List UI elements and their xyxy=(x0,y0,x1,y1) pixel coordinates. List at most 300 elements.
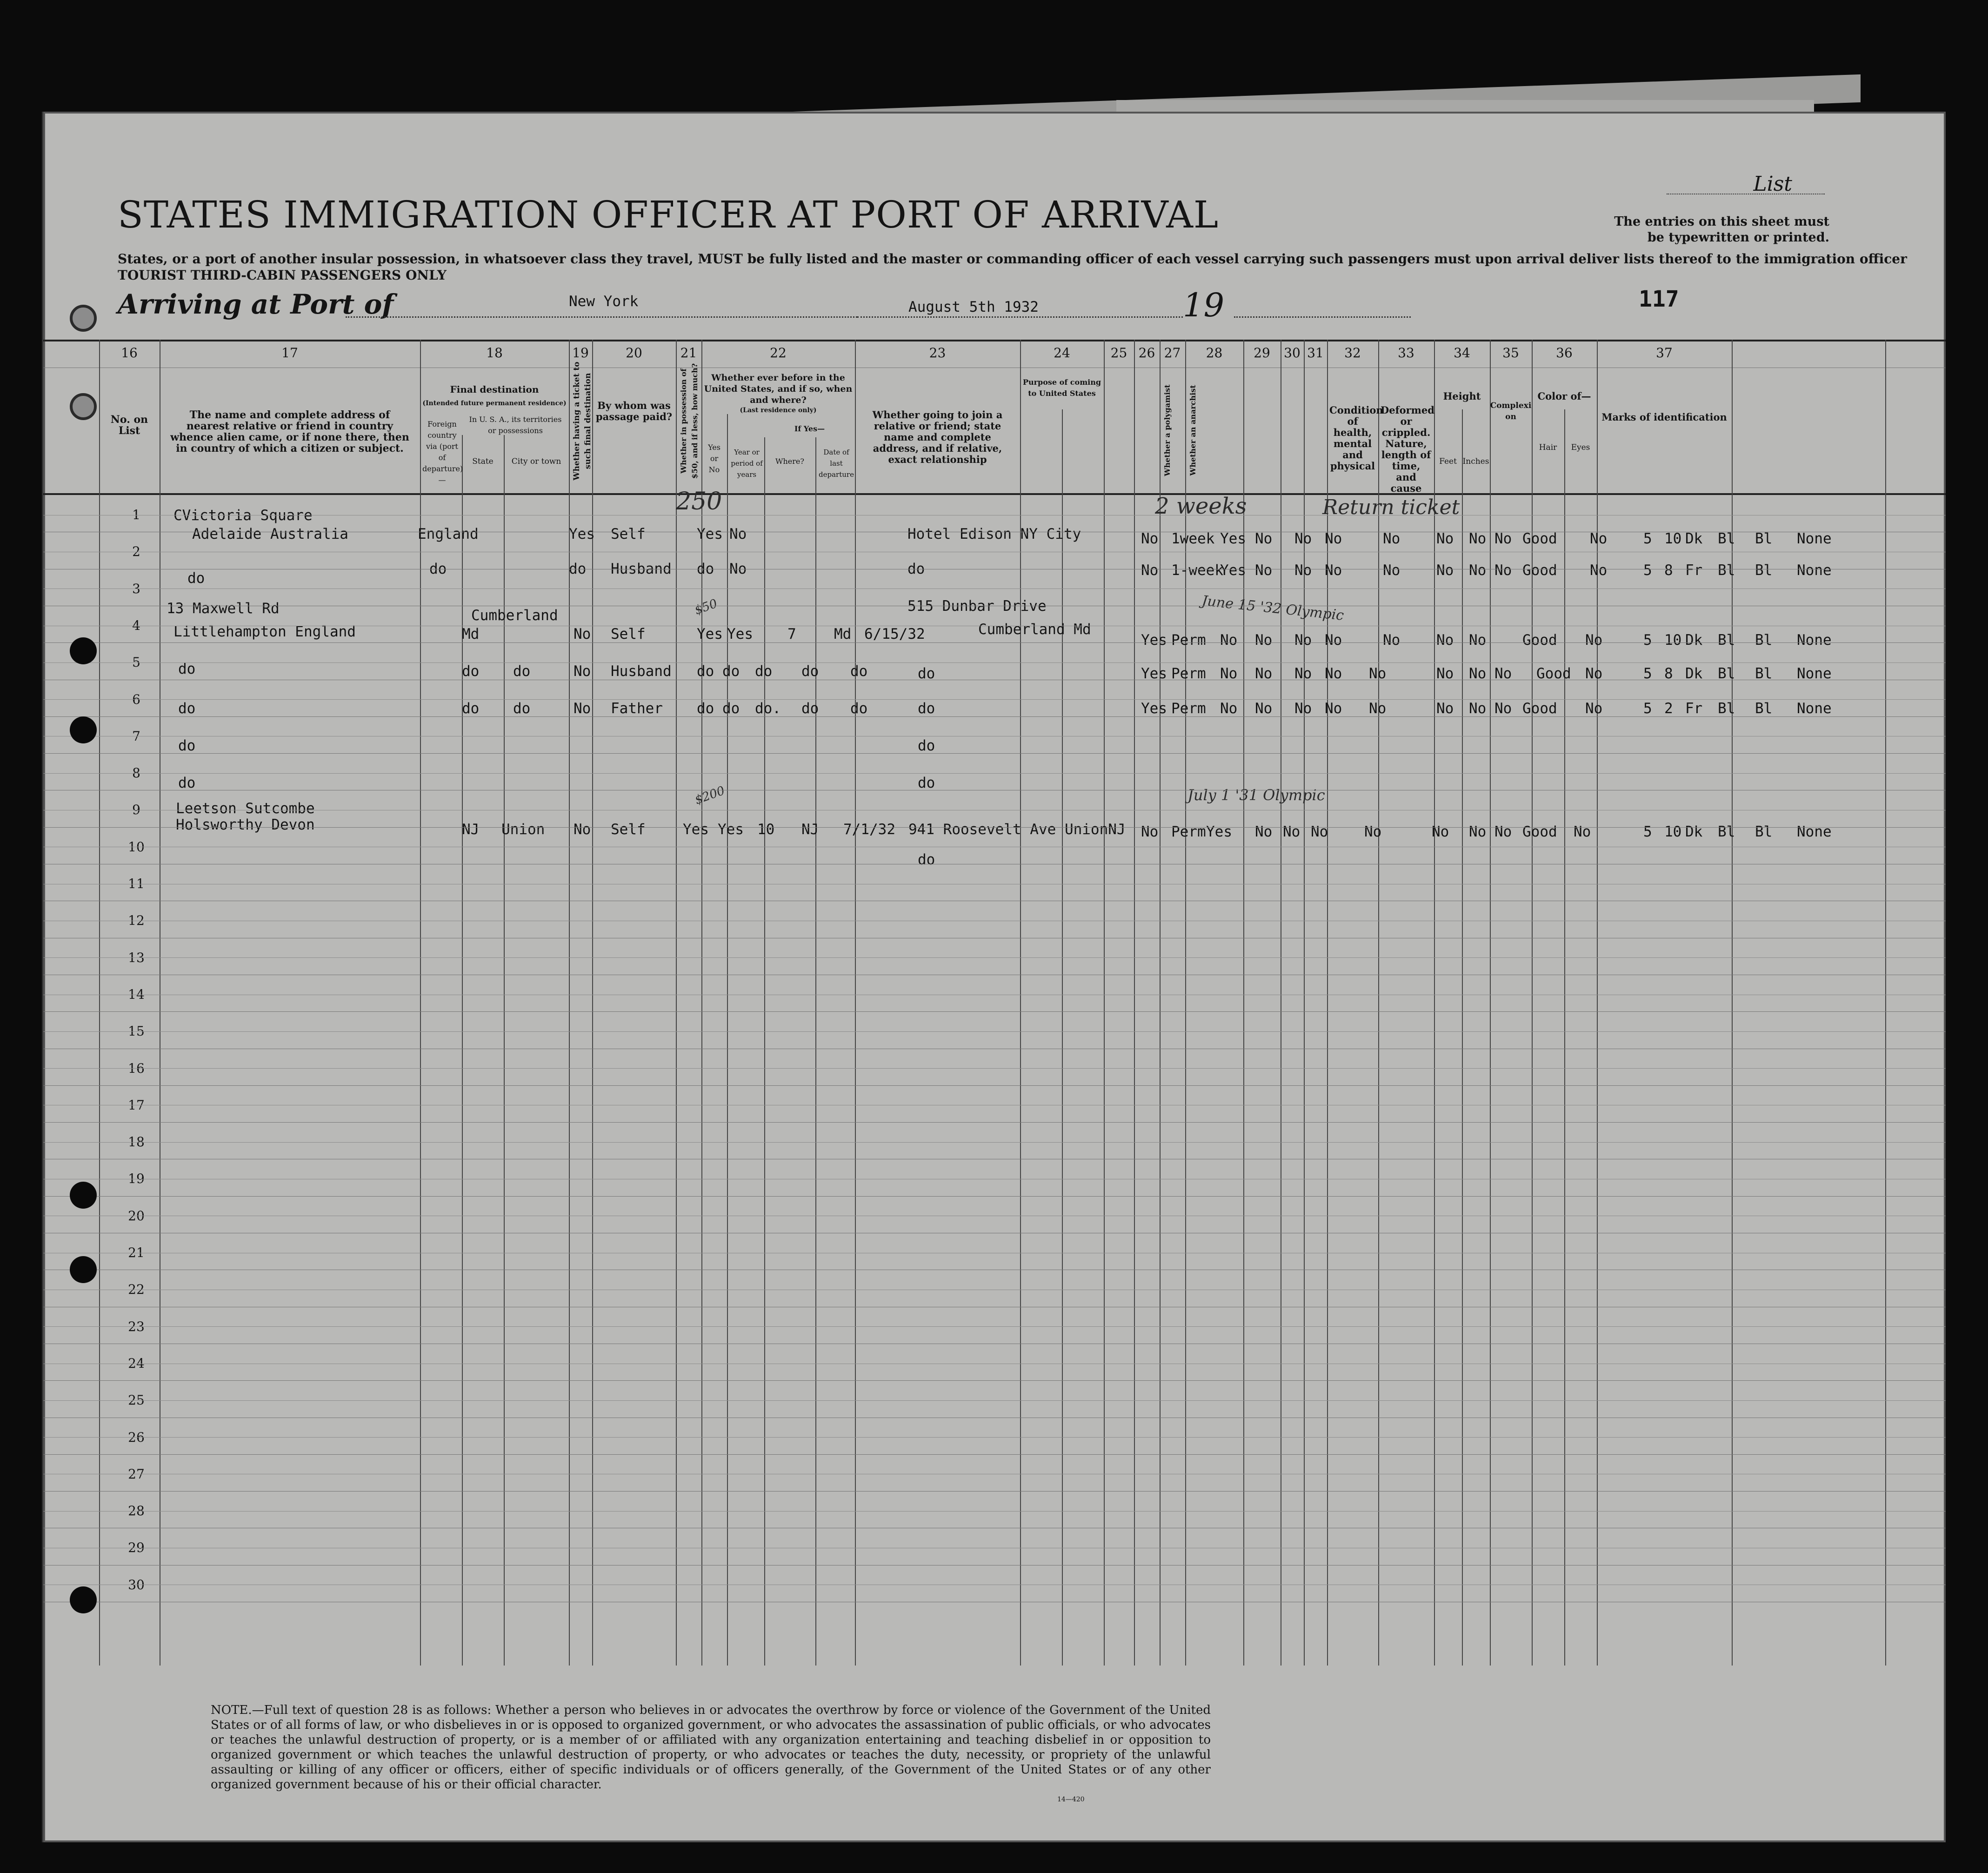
entry-c29: No xyxy=(1369,665,1387,682)
col-head: By whom was passage paid? xyxy=(595,400,673,422)
entry-health: Good xyxy=(1522,562,1557,579)
entry-c28: No xyxy=(1311,823,1328,840)
entry-hair: Bl xyxy=(1718,562,1735,579)
row-number: 28 xyxy=(128,1503,145,1519)
entry-c31b: No xyxy=(1494,530,1512,547)
col-subhead: If Yes— xyxy=(794,424,825,433)
entry-c29: No xyxy=(1383,530,1401,547)
entry-period: 1week xyxy=(1171,530,1215,547)
entry-c26: No xyxy=(1255,562,1273,579)
entry-eyes: Bl xyxy=(1755,530,1773,547)
port-line xyxy=(346,316,857,318)
col-line xyxy=(1434,340,1435,1666)
entry-c31: No xyxy=(1469,700,1487,717)
col-head: Condition of health, mental and physical xyxy=(1329,404,1383,472)
entry-inches: 8 xyxy=(1664,562,1673,579)
entry-purpose: Yes xyxy=(1141,665,1167,682)
handwritten-note: June 15 '32 Olympic xyxy=(1201,593,1345,624)
row-number: 26 xyxy=(128,1429,145,1445)
entries-note xyxy=(1614,214,1829,246)
col-subhead: Where? xyxy=(775,457,804,466)
date-line xyxy=(857,316,1183,318)
row-number: 27 xyxy=(128,1466,145,1482)
col-head: Complexion xyxy=(1490,401,1532,421)
entry-money: do xyxy=(697,700,714,717)
row-number: 3 xyxy=(132,581,140,596)
entry-period: Perm xyxy=(1171,665,1206,682)
entry-c30: No xyxy=(1436,632,1454,649)
entry-paid: Father xyxy=(611,700,663,717)
page-title: STATES IMMIGRATION OFFICER AT PORT OF ARRIVAL xyxy=(118,193,1219,236)
col-num: 36 xyxy=(1556,345,1573,361)
col-num: 29 xyxy=(1254,345,1270,361)
entry-before: No xyxy=(729,526,747,542)
col-line xyxy=(1462,409,1463,1666)
entry-c31: No xyxy=(1469,823,1487,840)
handwritten-note: 2 weeks xyxy=(1155,493,1247,519)
entry-join: do xyxy=(918,775,935,791)
col-subhead: Year or period of years xyxy=(731,448,763,479)
entry-paid: Self xyxy=(611,821,646,838)
entry-paid: Husband xyxy=(611,663,672,680)
entry-marks: None xyxy=(1797,823,1832,840)
entry-c28: No xyxy=(1325,632,1342,649)
instruction-line: States, or a port of another insular possession, in whatsoever class they travel, MUST be fully listed and the master or commanding officer of each vessel carrying such passengers must upon arrival deliver lists thereof to the immigration officer xyxy=(118,251,1907,267)
entry-period: 1-week xyxy=(1171,562,1223,579)
entry-c25: No xyxy=(1220,665,1238,682)
col-subhead: City or town xyxy=(511,457,561,466)
entry-hair: Bl xyxy=(1718,665,1735,682)
entry-state: do xyxy=(462,700,480,717)
col-num: 21 xyxy=(680,345,697,361)
col-head: Marks of identification xyxy=(1601,411,1727,423)
row-number: 6 xyxy=(132,691,140,707)
entry-marks: None xyxy=(1797,562,1832,579)
handwritten-amount: 250 xyxy=(676,488,722,515)
row-number: 14 xyxy=(128,986,145,1002)
entry-where: do xyxy=(801,663,819,680)
table-rule xyxy=(43,493,1946,495)
entry-join: do xyxy=(907,561,925,577)
col-line xyxy=(1062,409,1063,1666)
year-prefix: 19 xyxy=(1183,286,1225,324)
entry-where: do xyxy=(801,700,819,717)
entry-ticket: No xyxy=(574,626,591,642)
entry-c28: No xyxy=(1325,700,1342,717)
entry-before: do xyxy=(722,663,740,680)
entry-join: 941 Roosevelt Ave UnionNJ xyxy=(908,821,1126,838)
entry-state: NJ xyxy=(462,821,480,838)
entry-purpose: Yes xyxy=(1141,632,1167,649)
port-value: New York xyxy=(569,293,639,310)
table-rule xyxy=(43,1122,1946,1123)
entry-before: Yes xyxy=(727,626,753,642)
entry-inches: 10 xyxy=(1664,823,1682,840)
entries-note-line-2: be typewritten or printed. xyxy=(1647,230,1829,245)
row-number: 12 xyxy=(128,913,145,929)
entry-purpose: No xyxy=(1141,823,1159,840)
col-head: Whether in possession of $50, and if less, how much? xyxy=(679,363,699,479)
col-num: 34 xyxy=(1454,345,1470,361)
entry-address: do xyxy=(178,700,196,717)
col-head: No. on List xyxy=(110,414,148,437)
col-num: 16 xyxy=(121,345,138,361)
row-number: 24 xyxy=(128,1355,145,1371)
binder-hole xyxy=(70,1182,97,1209)
table-rule xyxy=(43,1068,1946,1069)
class-line: TOURIST THIRD-CABIN PASSENGERS ONLY xyxy=(118,268,447,283)
entry-complexion: Dk xyxy=(1685,665,1703,682)
entry-marks: None xyxy=(1797,632,1832,649)
entry-join: do xyxy=(918,700,935,717)
row-number: 4 xyxy=(132,617,140,633)
table-rule xyxy=(43,340,1946,341)
col-num: 17 xyxy=(281,345,298,361)
row-number: 11 xyxy=(128,876,145,891)
entry-health: Good xyxy=(1522,823,1557,840)
entry-eyes: Bl xyxy=(1755,632,1773,649)
table-rule xyxy=(43,1142,1946,1143)
entry-c25: No xyxy=(1220,632,1238,649)
table-rule xyxy=(43,716,1946,717)
entry-money: do xyxy=(697,561,714,577)
table-rule xyxy=(43,699,1946,700)
entry-city: Union xyxy=(501,821,545,838)
entry-complexion: Dk xyxy=(1685,823,1703,840)
table-rule xyxy=(43,827,1946,828)
entry-ticket: No xyxy=(574,700,591,717)
entry-before: do xyxy=(722,700,740,717)
entry-c25: No xyxy=(1220,700,1238,717)
entry-c26: No xyxy=(1255,665,1273,682)
entry-period: Perm xyxy=(1171,632,1206,649)
binder-hole xyxy=(70,637,97,664)
table-rule xyxy=(43,1511,1946,1512)
table-rule xyxy=(43,1031,1946,1032)
table-rule xyxy=(43,1085,1946,1086)
col-line xyxy=(1134,340,1135,1666)
entry-deformed: No xyxy=(1590,562,1608,579)
row-number: 20 xyxy=(128,1208,145,1224)
table-rule xyxy=(43,957,1946,958)
col-subhead: Feet xyxy=(1439,457,1457,466)
col-num: 30 xyxy=(1284,345,1301,361)
row-number: 16 xyxy=(128,1060,145,1076)
handwritten-note: Return ticket xyxy=(1322,495,1460,519)
entry-period: Perm xyxy=(1171,700,1206,717)
entry-join: Cumberland Md xyxy=(978,621,1091,638)
col-num: 35 xyxy=(1502,345,1519,361)
handwritten-amount: $200 xyxy=(693,783,727,808)
entry-years: do xyxy=(755,663,773,680)
row-number: 23 xyxy=(128,1318,145,1334)
col-subhead: Eyes xyxy=(1571,443,1590,452)
entry-eyes: Bl xyxy=(1755,823,1773,840)
entry-c26: No xyxy=(1255,700,1273,717)
entry-c25: Yes xyxy=(1220,562,1246,579)
entry-c31: No xyxy=(1469,530,1487,547)
entry-c29: No xyxy=(1383,562,1401,579)
col-line xyxy=(727,414,728,1666)
col-num: 22 xyxy=(770,345,787,361)
entry-join: do xyxy=(918,737,935,754)
entry-c30: No xyxy=(1436,530,1454,547)
entry-date: 7/1/32 xyxy=(843,821,895,838)
col-num: 32 xyxy=(1344,345,1361,361)
entry-feet: 5 xyxy=(1643,700,1652,717)
entry-c27: No xyxy=(1294,562,1312,579)
table-rule xyxy=(43,662,1946,663)
col-num: 26 xyxy=(1138,345,1155,361)
col-line xyxy=(99,340,100,1666)
col-head: Whether ever before in the United States, and if so, when and where? xyxy=(704,373,853,405)
entry-c31: No xyxy=(1469,632,1487,649)
entry-deformed: No xyxy=(1574,823,1591,840)
row-number: 30 xyxy=(128,1577,145,1592)
entry-c27: No xyxy=(1283,823,1301,840)
entry-city: do xyxy=(513,663,531,680)
table-rule xyxy=(43,1380,1946,1381)
col-num: 33 xyxy=(1398,345,1414,361)
date-value: August 5th 1932 xyxy=(908,299,1039,315)
entry-deformed: No xyxy=(1590,530,1608,547)
entry-c31b: No xyxy=(1494,562,1512,579)
col-num: 19 xyxy=(572,345,589,361)
entry-marks: None xyxy=(1797,530,1832,547)
table-rule xyxy=(43,1196,1946,1197)
row-number: 5 xyxy=(132,655,140,670)
entry-c31: No xyxy=(1469,665,1487,682)
entry-purpose: No xyxy=(1141,530,1159,547)
entry-join: do xyxy=(918,665,935,682)
entry-money: Yes xyxy=(697,526,723,542)
sheet-number: 117 xyxy=(1639,286,1679,312)
col-line xyxy=(1378,340,1379,1666)
col-subhead: Yes or No xyxy=(708,443,720,474)
entry-where: NJ xyxy=(801,821,819,838)
entry-c25: Yes xyxy=(1206,823,1232,840)
col-line xyxy=(1885,340,1886,1666)
col-subhead: State xyxy=(472,457,494,466)
col-subhead: Inches xyxy=(1462,457,1489,466)
entry-before: No xyxy=(729,561,747,577)
col-head: The name and complete address of nearest relative or friend in country whence alien came, or if none there, then in country of which a citizen or subject. xyxy=(170,409,409,455)
entry-c26: No xyxy=(1255,632,1273,649)
col-head: Deformed or crippled. Nature, length of time, and cause xyxy=(1381,404,1434,494)
entry-c31b: No xyxy=(1494,823,1512,840)
entry-hair: Bl xyxy=(1718,632,1735,649)
entry-country: do xyxy=(429,561,447,577)
entry-hair: Bl xyxy=(1718,700,1735,717)
entry-address: Leetson Sutcombe xyxy=(176,800,315,817)
row-number: 1 xyxy=(132,507,140,522)
row-number: 17 xyxy=(128,1097,145,1113)
entry-c26: No xyxy=(1255,823,1273,840)
entry-complexion: Dk xyxy=(1685,530,1703,547)
entry-paid: Self xyxy=(611,526,646,542)
row-number: 19 xyxy=(128,1171,145,1187)
entry-c31b: No xyxy=(1494,665,1512,682)
col-num: 28 xyxy=(1206,345,1223,361)
entry-c31: No xyxy=(1469,562,1487,579)
binder-hole xyxy=(70,393,97,420)
entry-marks: None xyxy=(1797,700,1832,717)
entry-inches: 10 xyxy=(1664,530,1682,547)
manifest-table xyxy=(43,340,1946,1666)
col-head: Height xyxy=(1443,390,1481,402)
binder-hole xyxy=(70,1586,97,1613)
entry-eyes: Bl xyxy=(1755,700,1773,717)
list-label: List xyxy=(1753,172,1792,196)
manifest-page xyxy=(42,112,1946,1842)
col-subhead: (Last residence only) xyxy=(740,407,817,414)
entry-c29: No xyxy=(1383,632,1401,649)
entry-c27: No xyxy=(1294,632,1312,649)
table-rule xyxy=(43,642,1946,643)
col-line xyxy=(1490,340,1491,1666)
entry-join: 515 Dunbar Drive xyxy=(907,598,1047,615)
entry-where: Md xyxy=(834,626,852,642)
entry-c27: No xyxy=(1294,665,1312,682)
binder-hole xyxy=(70,1256,97,1283)
entry-c26: No xyxy=(1255,530,1273,547)
col-line xyxy=(1160,340,1161,1666)
entry-deformed: No xyxy=(1585,632,1603,649)
entry-feet: 5 xyxy=(1643,530,1652,547)
entries-note-line-1: The entries on this sheet must xyxy=(1614,214,1829,229)
entry-address: Holsworthy Devon xyxy=(176,816,315,833)
table-rule xyxy=(43,1400,1946,1401)
entry-c30: No xyxy=(1436,562,1454,579)
entry-inches: 2 xyxy=(1664,700,1673,717)
binder-hole xyxy=(70,716,97,743)
entry-money: do xyxy=(697,663,714,680)
col-line xyxy=(1104,340,1105,1666)
entry-period: Perm xyxy=(1171,823,1206,840)
entry-address: 13 Maxwell Rd xyxy=(167,600,280,617)
col-head: Whether an anarchist xyxy=(1188,385,1197,476)
entry-state: do xyxy=(462,663,480,680)
entry-years: 10 xyxy=(757,821,775,838)
entry-join: do xyxy=(918,851,935,868)
entry-address: Adelaide Australia xyxy=(192,526,348,542)
entry-paid: Self xyxy=(611,626,646,642)
entry-eyes: Bl xyxy=(1755,665,1773,682)
entry-health: Good xyxy=(1522,530,1557,547)
entry-c27: No xyxy=(1294,530,1312,547)
col-subhead: In U. S. A., its territories or possessions xyxy=(469,415,562,435)
entry-c31b: No xyxy=(1494,700,1512,717)
entry-address: do xyxy=(178,775,196,791)
col-num: 27 xyxy=(1164,345,1181,361)
entry-address: do xyxy=(178,661,196,677)
col-line xyxy=(815,437,816,1666)
entry-country: England xyxy=(418,526,479,542)
row-number: 13 xyxy=(128,950,145,965)
entry-health: Good xyxy=(1522,700,1557,717)
entry-years: do. xyxy=(755,700,781,717)
row-number: 7 xyxy=(132,728,140,744)
table-rule xyxy=(43,1437,1946,1438)
form-number: 14—420 xyxy=(1057,1796,1085,1803)
table-rule xyxy=(43,753,1946,754)
col-subhead: Hair xyxy=(1539,443,1557,452)
col-num: 23 xyxy=(929,345,946,361)
table-rule xyxy=(43,1011,1946,1012)
entry-c25: Yes xyxy=(1220,530,1246,547)
entry-c29: No xyxy=(1369,700,1387,717)
row-number: 22 xyxy=(128,1282,145,1298)
row-number: 15 xyxy=(128,1023,145,1039)
entry-date: 6/15/32 xyxy=(864,626,925,642)
col-num: 25 xyxy=(1110,345,1127,361)
col-line xyxy=(676,340,677,1666)
entry-c30: No xyxy=(1436,665,1454,682)
entry-date: do xyxy=(850,700,868,717)
entry-ticket: No xyxy=(574,663,591,680)
entry-address: CVictoria Square xyxy=(173,507,313,524)
entry-feet: 5 xyxy=(1643,823,1652,840)
entry-address: Littlehampton England xyxy=(173,623,356,640)
entry-feet: 5 xyxy=(1643,632,1652,649)
row-number: 8 xyxy=(132,765,140,781)
col-subhead: Foreign country via (port of departure)— xyxy=(422,420,463,484)
row-number: 10 xyxy=(128,839,145,855)
entry-c28: No xyxy=(1325,530,1342,547)
entry-ticket: Yes xyxy=(569,526,595,542)
entry-c28: No xyxy=(1325,562,1342,579)
entry-complexion: Fr xyxy=(1685,562,1703,579)
entry-ticket: do xyxy=(569,561,587,577)
col-line xyxy=(462,435,463,1666)
entry-purpose: No xyxy=(1141,562,1159,579)
col-head: Whether having a ticket to such final destination xyxy=(572,361,593,481)
col-head: Whether going to join a relative or friend; state name and complete address, and if relative, exact relationship xyxy=(872,409,1003,465)
entry-c30: No xyxy=(1436,700,1454,717)
entry-paid: Husband xyxy=(611,561,672,577)
col-head: Color of— xyxy=(1537,390,1591,402)
col-num: 37 xyxy=(1656,345,1673,361)
col-num: 24 xyxy=(1054,345,1070,361)
handwritten-note: July 1 '31 Olympic xyxy=(1187,786,1325,804)
table-rule xyxy=(43,1491,1946,1492)
entry-complexion: Dk xyxy=(1685,632,1703,649)
table-rule xyxy=(43,1326,1946,1327)
col-num: 31 xyxy=(1307,345,1324,361)
row-number: 25 xyxy=(128,1392,145,1408)
entry-inches: 8 xyxy=(1664,665,1673,682)
col-head: Final destination xyxy=(450,384,539,395)
entry-marks: None xyxy=(1797,665,1832,682)
col-head: Whether a polygamist xyxy=(1163,384,1172,476)
handwritten-amount: $50 xyxy=(693,596,720,618)
row-number: 9 xyxy=(132,802,140,818)
entry-years: 7 xyxy=(787,626,796,642)
row-number: 2 xyxy=(132,544,140,560)
col-num: 20 xyxy=(626,345,642,361)
row-number: 18 xyxy=(128,1134,145,1150)
entry-address: do xyxy=(187,570,205,587)
entry-c28: No xyxy=(1325,665,1342,682)
binder-hole xyxy=(70,305,97,332)
entry-health: Good xyxy=(1522,632,1557,649)
entry-deformed: No xyxy=(1585,665,1603,682)
entry-join: Hotel Edison NY City xyxy=(907,526,1081,542)
col-num: 18 xyxy=(486,345,503,361)
year-line xyxy=(1234,316,1411,318)
col-subhead: Date of last departure xyxy=(819,448,854,479)
entry-feet: 5 xyxy=(1643,665,1652,682)
